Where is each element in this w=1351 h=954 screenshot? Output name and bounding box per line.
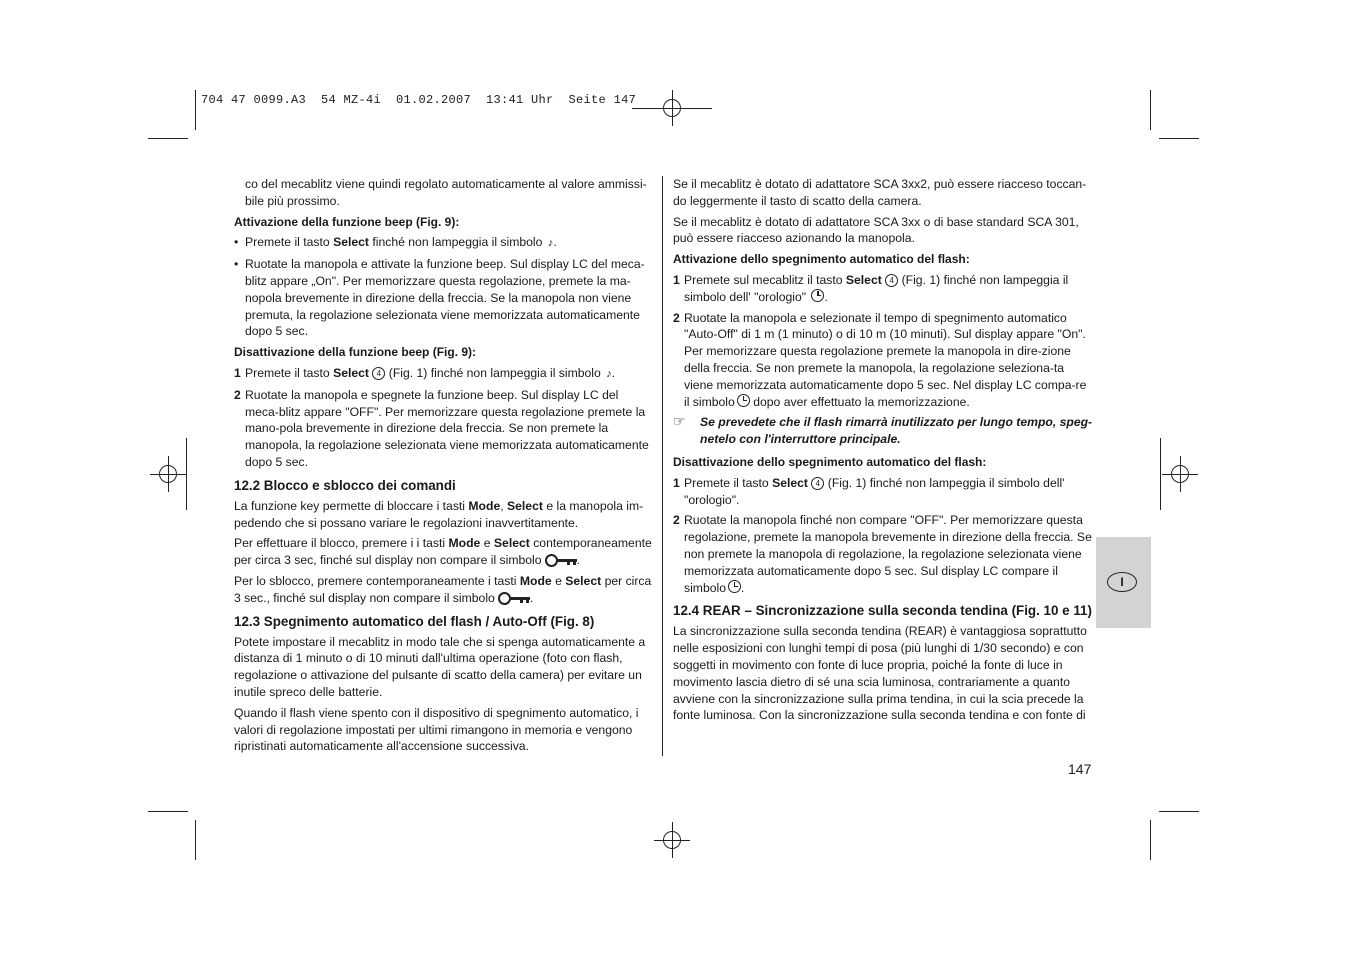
paragraph: Se il mecablitz è dotato di adattatore SCA 3xx o di base standard SCA 301, può essere riacceso azionando la manopola. bbox=[673, 214, 1079, 246]
column-divider bbox=[662, 176, 663, 756]
registration-mark bbox=[150, 456, 186, 492]
crop-mark bbox=[1150, 820, 1151, 860]
crop-mark bbox=[186, 438, 187, 510]
language-tab bbox=[1096, 537, 1151, 628]
list-item: • Premete il tasto Select finché non lampeggia il simbolo ♪. bbox=[234, 235, 557, 250]
list-item: • Ruotate la manopola e attivate la funzione beep. Sul display LC del meca-blitz appare „On". Per memorizzare questa regolazione, premete la ma-nopola brevemente in direzione della freccia. Se la manopola non viene premuta, la regolazione selezionata viene memorizzata automaticamente dopo 5 sec. bbox=[234, 257, 645, 339]
paragraph: La funzione key permette di bloccare i tasti Mode, Select e la manopola im-pedendo che si possano variare le regolazioni inavvertitamente. bbox=[234, 498, 644, 530]
key-icon bbox=[545, 554, 577, 565]
page-number: 147 bbox=[1068, 761, 1092, 777]
section-title: 12.2 Blocco e sblocco dei comandi bbox=[234, 477, 456, 493]
right-column bbox=[673, 176, 1095, 728]
paragraph: Quando il flash viene spento con il dispositivo di spegnimento automatico, i valori di regolazione impostati per ultimi rimangono in memoria e vengono ripristinati automaticamente all'accensione successiva. bbox=[234, 705, 639, 754]
bullet: • bbox=[234, 235, 239, 250]
beep-icon: ♪ bbox=[606, 367, 612, 380]
clock-icon bbox=[737, 394, 750, 407]
list-item: 1 Premete il tasto Select 4 (Fig. 1) finché non lampeggia il simbolo dell' "orologio". bbox=[673, 475, 1065, 507]
crop-mark bbox=[1160, 438, 1161, 510]
paragraph: Se il mecablitz è dotato di adattatore SCA 3xx2, può essere riacceso toccan-do leggermente il tasto di scatto della camera. bbox=[673, 177, 1087, 208]
paragraph: Potete impostare il mecablitz in modo tale che si spenga automaticamente a distanza di 1 minuto o di 10 minuti dall'ultima operazione (foto con flash, regolazione o attivazione del pulsante di scatto della camera) per evitare un inutile spreco delle batterie. bbox=[234, 634, 646, 699]
list-item: 2 Ruotate la manopola finché non compare "OFF". Per memorizzare questa regolazione, premete la manopola brevemente in direzione della freccia. Se non premete la manopola di regolazione, la regolazione selezionata viene memorizzata automaticamente dopo 5 sec. Sul display LC compare il simbolo . bbox=[673, 513, 1092, 595]
crop-mark bbox=[148, 811, 188, 812]
key-icon bbox=[498, 592, 530, 603]
autooff-off-heading: Disattivazione dello spegnimento automatico del flash: bbox=[673, 454, 987, 469]
pointing-hand-icon: ☞ bbox=[673, 413, 686, 430]
print-header: 704 47 0099.A3 54 MZ-4i 01.02.2007 13:41 Uhr Seite 147 bbox=[201, 93, 637, 107]
crop-mark bbox=[148, 138, 188, 139]
bullet: • bbox=[234, 257, 239, 272]
language-letter: I bbox=[1107, 572, 1137, 592]
step-number: 2 bbox=[673, 310, 680, 325]
beep-on-heading: Attivazione della funzione beep (Fig. 9): bbox=[234, 214, 460, 229]
circled-number: 4 bbox=[372, 367, 385, 380]
list-item: 2 Ruotate la manopola e spegnete la funzione beep. Sul display LC del meca-blitz appare "OFF". Per memorizzare questa regolazione premete la mano-pola brevemente in direzione dela freccia. Se non premete la manopola, la regolazione selezionata viene memorizzata automaticamente dopo 5 sec. bbox=[234, 387, 649, 469]
circled-number: 4 bbox=[885, 274, 898, 287]
list-item: 2 Ruotate la manopola e selezionate il tempo di spegnimento automatico "Auto-Off" di 1 m (1 minuto) o di 10 m (10 minuti). Sul display appare "On". Per memorizzare questa regolazione premete la manopola in dire-zione della freccia. Se non premete la manopola, la regolazione seleziona-ta viene memorizzata automaticamente dopo 5 sec. Nel display LC compa-re il simbolo dopo aver effettuato la memorizzazione. bbox=[673, 310, 1087, 409]
step-number: 1 bbox=[234, 365, 241, 380]
crop-mark bbox=[195, 820, 196, 860]
crop-mark bbox=[195, 90, 196, 130]
beep-off-heading: Disattivazione della funzione beep (Fig. 9): bbox=[234, 345, 477, 360]
crop-mark bbox=[1150, 90, 1151, 130]
paragraph: Per effettuare il blocco, premere i i tasti Mode e Select contemporaneamente per circa 3 sec, finché sul display non compare il simbolo . bbox=[234, 536, 652, 568]
crop-mark bbox=[1159, 138, 1199, 139]
crop-mark bbox=[1159, 811, 1199, 812]
section-title: 12.3 Spegnimento automatico del flash / Auto-Off (Fig. 8) bbox=[234, 613, 595, 629]
paragraph: Per lo sblocco, premere contemporaneamente i tasti Mode e Select per circa 3 sec., finché sul display non compare il simbolo . bbox=[234, 573, 652, 605]
list-item: 1 Premete il tasto Select 4 (Fig. 1) finché non lampeggia il simbolo ♪. bbox=[234, 365, 616, 380]
autooff-on-heading: Attivazione dello spegnimento automatico del flash: bbox=[673, 252, 970, 267]
step-number: 2 bbox=[234, 387, 241, 402]
step-number: 2 bbox=[673, 513, 680, 528]
left-column bbox=[234, 176, 652, 759]
step-number: 1 bbox=[673, 475, 680, 490]
circled-number: 4 bbox=[811, 477, 824, 490]
registration-mark bbox=[1162, 456, 1198, 492]
list-item: 1 Premete sul mecablitz il tasto Select 4 (Fig. 1) finché non lampeggia il simbolo dell' "orologio" . bbox=[673, 272, 1069, 304]
paragraph: La sincronizzazione sulla seconda tendina (REAR) è vantaggiosa soprattutto nelle esposizioni con lunghi tempi di posa (più lunghi di 1/30 secondo) e con soggetti in movimento con fonte di luce propria, poiché la fonte di luce in movimento lascia dietro di sé una scia luminosa, contrariamente a quanto avviene con la sincronizzazione sulla prima tendina, in cui la scia precede la fonte luminosa. Con la sincronizzazione sulla seconda tendina e con fonte di bbox=[673, 624, 1087, 723]
section-title: 12.4 REAR – Sincronizzazione sulla seconda tendina (Fig. 10 e 11) bbox=[673, 603, 1092, 619]
note: ☞ Se prevedete che il flash rimarrà inutilizzato per lungo tempo, speg-netelo con l'interruttore principale. bbox=[673, 413, 1093, 447]
registration-mark bbox=[654, 822, 690, 858]
clock-icon bbox=[728, 580, 741, 593]
beep-icon: ♪ bbox=[547, 237, 554, 250]
registration-mark bbox=[654, 90, 690, 126]
intro-paragraph: co del mecablitz viene quindi regolato automaticamente al valore ammissi-bile più prossimo. bbox=[245, 177, 647, 208]
step-number: 1 bbox=[673, 272, 680, 287]
clock-icon bbox=[811, 289, 824, 302]
